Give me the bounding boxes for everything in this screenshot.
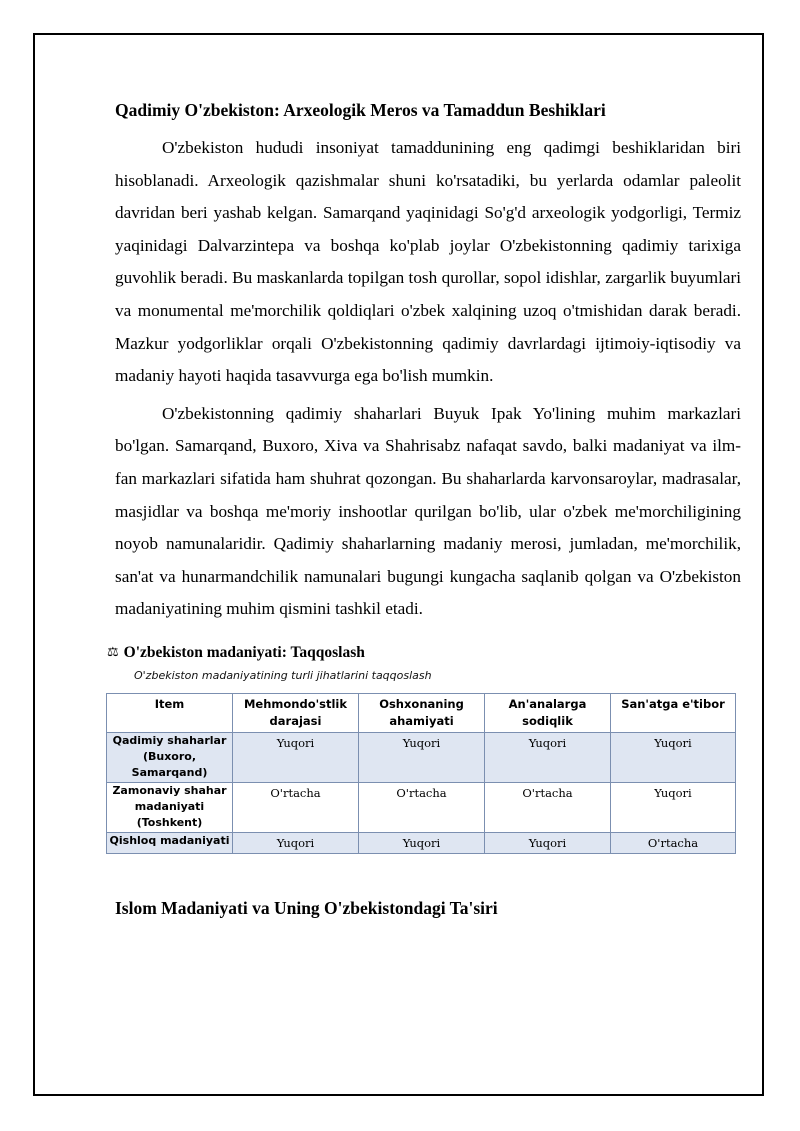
comparison-table: [106, 693, 736, 854]
table-cell: Yuqori: [233, 732, 359, 782]
table-cell: Yuqori: [611, 782, 736, 832]
table-row: [107, 782, 736, 832]
paragraph-1: O'zbekiston hududi insoniyat tamaddunining eng qadimgi beshiklaridan biri hisoblanadi. Arxeologik qazishmalar shuni ko'rsatadiki, bu yerlarda odamlar paleolit davridan beri yashab kelgan. Samarqand yaqinidagi So'g'd arxeologik yodgorligi, Termiz yaqinidagi Dalvarzintepa va boshqa ko'plab joylar O'zbekistonning qadimiy tarixiga guvohlik beradi. Bu maskanlarda topilgan tosh qurollar, sopol idishlar, zargarlik buyumlari va monumental me'morchilik qoldiqlari o'zbek xalqining uzoq o'tmishidan darak beradi. Mazkur yodgorliklar orqali O'zbekistonning qadimiy davrlardagi ijtimoiy-iqtisodiy va madaniy hayoti haqida tasavvurga ega bo'lish mumkin.: [115, 138, 741, 386]
column-header-hospitality: Mehmondo'stlik darajasi: [233, 693, 359, 732]
row-label: Zamonaviy shahar madaniyati (Toshkent): [107, 782, 233, 832]
column-header-item: Item: [107, 693, 233, 732]
paragraph-2: O'zbekistonning qadimiy shaharlari Buyuk Ipak Yo'lining muhim markazlari bo'lgan. Samarqand, Buxoro, Xiva va Shahrisabz nafaqat savdo, balki madaniyat va ilm-fan markazlari sifatida ham shuhrat qozongan. Bu shaharlarda karvonsaroylar, madrasalar, masjidlar va boshqa me'moriy inshootlar qurilgan bo'lib, ular o'zbek me'morchiligining noyob namunalaridir. Qadimiy shaharlarning madaniy merosi, jumladan, me'morchilik, san'at va hunarmandchilik namunalari bugungi kungacha saqlanib qolgan va O'zbekiston madaniyatining muhim qismini tashkil etadi.: [115, 403, 741, 619]
column-header-art: San'atga e'tibor: [611, 693, 736, 732]
table-cell: Yuqori: [233, 832, 359, 853]
table-cell: Yuqori: [611, 732, 736, 782]
table-heading: [107, 643, 741, 663]
column-header-tradition: An'analarga sodiqlik: [485, 693, 611, 732]
column-header-cuisine: Oshxonaning ahamiyati: [359, 693, 485, 732]
row-label: Qishloq madaniyati: [107, 832, 233, 853]
table-row: [107, 832, 736, 853]
table-cell: O'rtacha: [611, 832, 736, 853]
table-title: O'zbekiston madaniyati: Taqqoslash: [123, 643, 365, 661]
section-heading-islamic-culture: Islom Madaniyati va Uning O'zbekistondagi Ta'siri: [115, 897, 498, 918]
row-label: Qadimiy shaharlar (Buxoro, Samarqand): [107, 732, 233, 782]
table-header-row: [107, 693, 736, 732]
table-cell: Yuqori: [359, 732, 485, 782]
document-body: [107, 96, 741, 922]
table-caption: O'zbekiston madaniyatining turli jihatlarini taqqoslash: [134, 668, 432, 682]
table-cell: Yuqori: [485, 732, 611, 782]
table-cell: Yuqori: [359, 832, 485, 853]
section-heading-ancient-uzbekistan: Qadimiy O'zbekiston: Arxeologik Meros va Tamaddun Beshiklari: [115, 100, 606, 120]
scales-icon: ⚖: [107, 644, 119, 660]
table-cell: Yuqori: [485, 832, 611, 853]
table-cell: O'rtacha: [485, 782, 611, 832]
table-cell: O'rtacha: [233, 782, 359, 832]
table-cell: O'rtacha: [359, 782, 485, 832]
table-row: [107, 732, 736, 782]
